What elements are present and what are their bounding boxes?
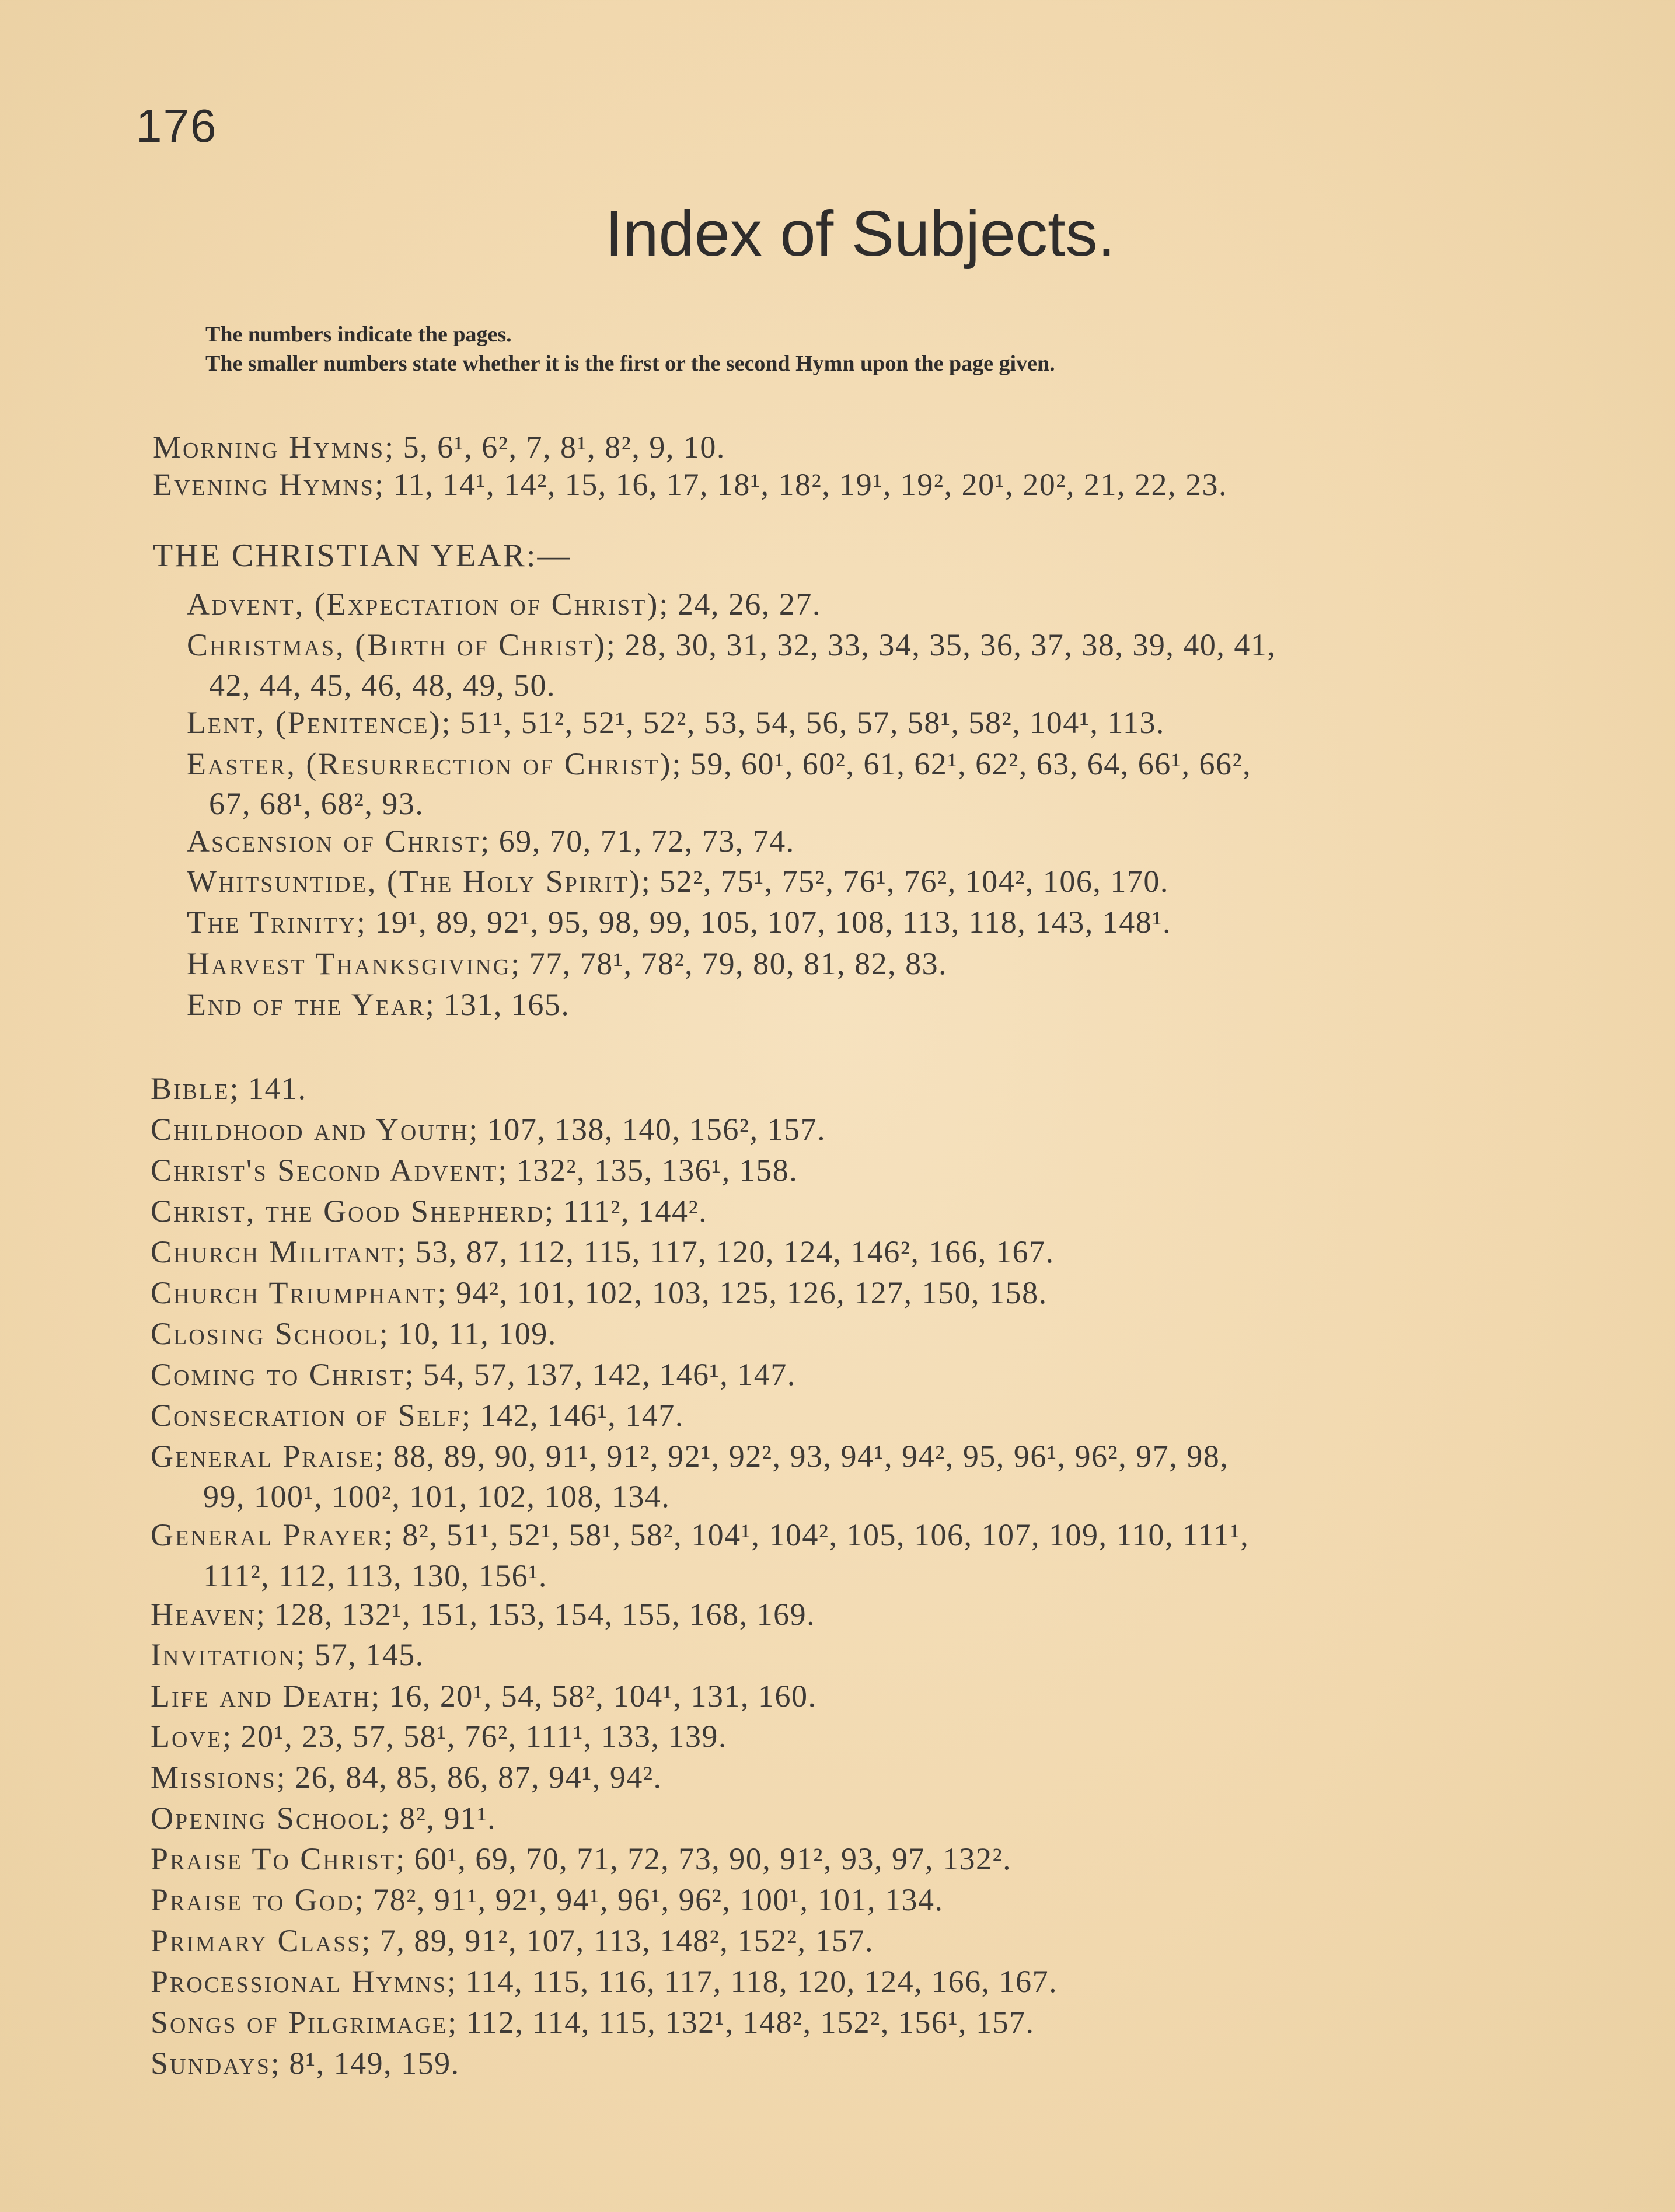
entry-separator: ;: [447, 1964, 466, 1999]
entry-subject: Opening School: [151, 1801, 381, 1836]
entry-separator: ;: [425, 987, 444, 1022]
entry-separator: ;: [441, 705, 460, 740]
entry-separator: ;: [659, 587, 678, 622]
index-entry: [151, 1400, 684, 1431]
entry-subject: Ascension of Christ: [187, 824, 481, 859]
index-entry: [151, 1721, 727, 1752]
index-entry: [187, 748, 1251, 780]
entry-refs: 142, 146¹, 147.: [480, 1398, 684, 1433]
entry-separator: ;: [498, 1153, 517, 1188]
entry-separator: ;: [469, 1112, 487, 1147]
index-entry: [187, 948, 947, 979]
entry-separator: ;: [354, 1882, 374, 1917]
section-heading-christian-year: THE CHRISTIAN YEAR:—: [153, 538, 572, 574]
index-entry: [151, 1599, 815, 1630]
entry-subject: Love: [151, 1719, 223, 1754]
entry-subject: Church Militant: [151, 1234, 397, 1269]
index-entry: [187, 629, 1276, 661]
entry-subject: Harvest Thanksgiving: [187, 946, 511, 981]
entry-continuation: 99, 100¹, 100², 101, 102, 108, 134.: [203, 1479, 671, 1514]
entry-refs: 19¹, 89, 92¹, 95, 98, 99, 105, 107, 108, 113, 118, 143, 148¹.: [375, 905, 1171, 940]
index-entry: [187, 825, 795, 857]
notes: [205, 320, 1055, 378]
entry-subject: Christ, the Good Shepherd: [151, 1194, 545, 1229]
entry-subject: Praise to God: [151, 1882, 355, 1917]
entry-subject: Heaven: [151, 1597, 256, 1632]
entry-separator: ;: [256, 1597, 275, 1632]
entry-separator: ;: [462, 1398, 480, 1433]
index-entry: [151, 1802, 496, 1834]
entry-subject: Christmas, (Birth of Christ): [187, 627, 606, 662]
entry-subject: Closing School: [151, 1316, 379, 1351]
entry-separator: ;: [361, 1923, 380, 1958]
index-entry: [187, 588, 821, 620]
entry-refs: 8², 91¹.: [399, 1801, 497, 1836]
entry-subject: Invitation: [151, 1637, 296, 1672]
entry-refs: 59, 60¹, 60², 61, 62¹, 62², 63, 64, 66¹, 66²,: [690, 746, 1252, 781]
index-entry: [187, 906, 1171, 938]
entry-separator: ;: [371, 1679, 389, 1714]
entry-refs: 7, 89, 91², 107, 113, 148², 152², 157.: [379, 1923, 874, 1958]
entry-separator: ;: [396, 1841, 414, 1876]
entry-subject: Songs of Pilgrimage: [151, 2005, 448, 2040]
entry-subject: General Praise: [151, 1439, 375, 1474]
entry-separator: ;: [375, 1439, 393, 1474]
entry-separator: ;: [385, 430, 403, 465]
entry-refs: 57, 145.: [315, 1637, 424, 1672]
entry-separator: ;: [606, 627, 625, 662]
entry-separator: ;: [511, 946, 529, 981]
entry-subject: Evening Hymns: [153, 467, 375, 502]
index-entry: [151, 1639, 424, 1670]
entry-separator: ;: [641, 864, 660, 899]
index-entry: [151, 1519, 1249, 1551]
index-entry: [151, 1884, 944, 1916]
entry-refs: 10, 11, 109.: [397, 1316, 557, 1351]
entry-separator: ;: [545, 1194, 563, 1229]
entry-separator: ;: [672, 746, 690, 781]
entry-separator: ;: [229, 1071, 248, 1106]
entry-separator: ;: [437, 1275, 456, 1310]
entry-refs: 54, 57, 137, 142, 146¹, 147.: [423, 1357, 796, 1392]
entry-refs: 77, 78¹, 78², 79, 80, 81, 82, 83.: [529, 946, 948, 981]
entry-separator: ;: [480, 824, 499, 859]
index-entry: [151, 1761, 662, 1793]
entry-separator: ;: [397, 1234, 416, 1269]
entry-separator: ;: [374, 467, 393, 502]
index-entry: [151, 1073, 306, 1104]
index-entry: [151, 2047, 460, 2079]
index-entry: [151, 2007, 1035, 2038]
index-entry: [151, 1236, 1055, 1268]
entry-subject: Childhood and Youth: [151, 1112, 469, 1147]
index-entry: [153, 431, 725, 463]
index-entry: [151, 1359, 796, 1390]
entry-refs: 5, 6¹, 6², 7, 8¹, 8², 9, 10.: [403, 430, 725, 465]
entry-subject: Lent, (Penitence): [187, 705, 442, 740]
entry-separator: ;: [276, 1760, 295, 1795]
entry-refs: 132², 135, 136¹, 158.: [516, 1153, 798, 1188]
index-entry: [151, 1843, 1011, 1875]
index-entry: [151, 1277, 1048, 1309]
entry-refs: 16, 20¹, 54, 58², 104¹, 131, 160.: [389, 1679, 817, 1714]
entry-refs: 78², 91¹, 92¹, 94¹, 96¹, 96², 100¹, 101, 134.: [373, 1882, 944, 1917]
entry-refs: 8², 51¹, 52¹, 58¹, 58², 104¹, 104², 105, 106, 107, 109, 110, 111¹,: [402, 1517, 1250, 1552]
entry-separator: ;: [381, 1801, 400, 1836]
index-entry: [151, 1680, 817, 1712]
note-line: The smaller numbers state whether it is the first or the second Hymn upon the page given.: [205, 351, 1055, 376]
entry-refs: 51¹, 51², 52¹, 52², 53, 54, 56, 57, 58¹, 58², 104¹, 113.: [460, 705, 1165, 740]
index-entry: [153, 469, 1227, 500]
index-entry: [151, 1114, 826, 1145]
note-line: The numbers indicate the pages.: [205, 322, 512, 347]
index-entry: [151, 1925, 874, 1956]
index-entry: [151, 1154, 798, 1186]
entry-separator: ;: [296, 1637, 315, 1672]
index-entry: [151, 1966, 1058, 1997]
entry-subject: Bible: [151, 1071, 230, 1106]
entry-refs: 107, 138, 140, 156², 157.: [487, 1112, 826, 1147]
entry-refs: 111², 144².: [563, 1194, 708, 1229]
entry-refs: 60¹, 69, 70, 71, 72, 73, 90, 91², 93, 97, 132².: [414, 1841, 1012, 1876]
entry-refs: 53, 87, 112, 115, 117, 120, 124, 146², 166, 167.: [415, 1234, 1055, 1269]
entry-continuation: 42, 44, 45, 46, 48, 49, 50.: [209, 668, 556, 703]
entry-subject: Missions: [151, 1760, 277, 1795]
entry-refs: 69, 70, 71, 72, 73, 74.: [498, 824, 795, 859]
entry-refs: 11, 14¹, 14², 15, 16, 17, 18¹, 18², 19¹, 19², 20¹, 20², 21, 22, 23.: [393, 467, 1227, 502]
entry-refs: 24, 26, 27.: [677, 587, 821, 622]
entry-refs: 128, 132¹, 151, 153, 154, 155, 168, 169.: [274, 1597, 816, 1632]
entry-subject: Sundays: [151, 2046, 271, 2081]
entry-subject: The Trinity: [187, 905, 357, 940]
entry-refs: 28, 30, 31, 32, 33, 34, 35, 36, 37, 38, 39, 40, 41,: [624, 627, 1276, 662]
entry-subject: Coming to Christ: [151, 1357, 405, 1392]
entry-subject: Primary Class: [151, 1923, 362, 1958]
entry-refs: 114, 115, 116, 117, 118, 120, 124, 166, 167.: [465, 1964, 1058, 1999]
entry-subject: Christ's Second Advent: [151, 1153, 498, 1188]
entry-subject: General Prayer: [151, 1517, 384, 1552]
entry-separator: ;: [379, 1316, 398, 1351]
entry-subject: Advent, (Expectation of Christ): [187, 587, 659, 622]
entry-continuation: 67, 68¹, 68², 93.: [209, 786, 424, 821]
entry-subject: Praise To Christ: [151, 1841, 396, 1876]
index-entry: [187, 989, 570, 1020]
entry-separator: ;: [383, 1517, 403, 1552]
entry-refs: 26, 84, 85, 86, 87, 94¹, 94².: [295, 1760, 662, 1795]
page-title: Index of Subjects.: [605, 198, 1116, 270]
index-entry: [187, 866, 1169, 897]
entry-separator: ;: [270, 2046, 289, 2081]
entry-subject: Morning Hymns: [153, 430, 385, 465]
index-entry: [151, 1440, 1229, 1472]
entry-subject: Consecration of Self: [151, 1398, 462, 1433]
entry-subject: Easter, (Resurrection of Christ): [187, 746, 672, 781]
entry-subject: End of the Year: [187, 987, 425, 1022]
index-entry: [187, 707, 1165, 738]
entry-subject: Whitsuntide, (The Holy Spirit): [187, 864, 641, 899]
entry-refs: 112, 114, 115, 132¹, 148², 152², 156¹, 157.: [466, 2005, 1035, 2040]
entry-separator: ;: [222, 1719, 241, 1754]
entry-separator: ;: [356, 905, 375, 940]
entry-subject: Life and Death: [151, 1679, 371, 1714]
entry-refs: 20¹, 23, 57, 58¹, 76², 111¹, 133, 139.: [240, 1719, 727, 1754]
page-number: 176: [136, 100, 218, 152]
entry-subject: Church Triumphant: [151, 1275, 438, 1310]
entry-separator: ;: [404, 1357, 424, 1392]
entry-refs: 94², 101, 102, 103, 125, 126, 127, 150, 158.: [455, 1275, 1048, 1310]
entry-subject: Processional Hymns: [151, 1964, 448, 1999]
entry-refs: 141.: [247, 1071, 307, 1106]
entry-refs: 88, 89, 90, 91¹, 91², 92¹, 92², 93, 94¹, 94², 95, 96¹, 96², 97, 98,: [393, 1439, 1229, 1474]
index-entry: [151, 1318, 557, 1349]
entry-refs: 131, 165.: [444, 987, 570, 1022]
entry-refs: 52², 75¹, 75², 76¹, 76², 104², 106, 170.: [659, 864, 1169, 899]
entry-refs: 8¹, 149, 159.: [289, 2046, 460, 2081]
entry-continuation: 111², 112, 113, 130, 156¹.: [203, 1558, 547, 1593]
index-entry: [151, 1195, 707, 1227]
entry-separator: ;: [448, 2005, 466, 2040]
